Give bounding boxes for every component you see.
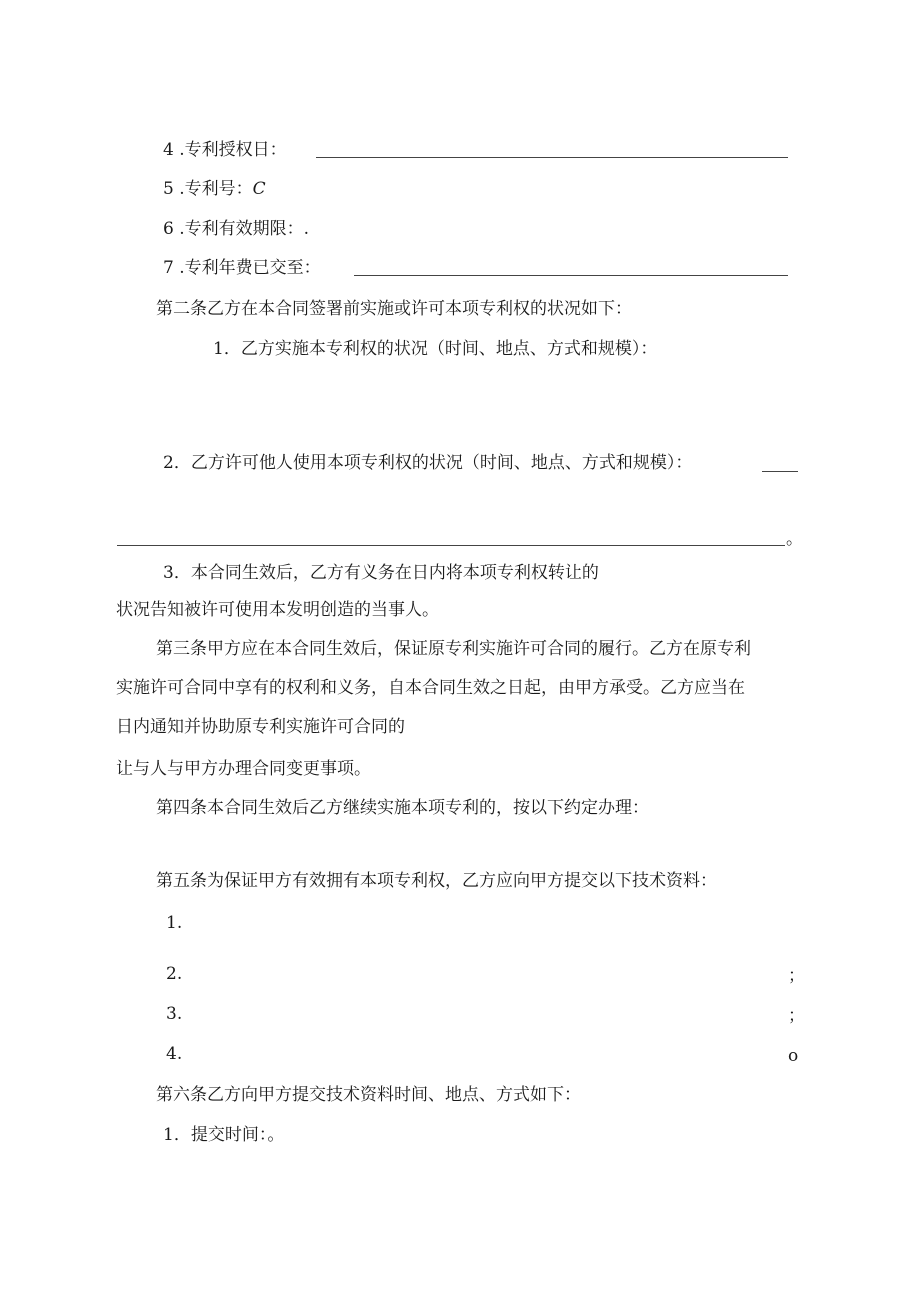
item-number: 4: [163, 140, 174, 160]
article5-item-number: 4.: [166, 1044, 183, 1064]
fee-label: .专利年费已交至：: [179, 258, 321, 278]
article5-item-number: 1.: [166, 913, 183, 933]
article3-line3: 日内通知并协助原专利实施许可合同的: [116, 717, 405, 737]
article5-item-number: 2.: [166, 964, 183, 984]
patent-number-value: C: [252, 179, 266, 199]
grant-date-label: .专利授权日：: [179, 140, 287, 160]
article5-item-number: 3.: [166, 1004, 183, 1024]
article2-item2: 2．乙方许可他人使用本项专利权的状况（时间、地点、方式和规模）：: [163, 453, 693, 473]
article2-heading: 第二条乙方在本合同签署前实施或许可本项专利权的状况如下：: [156, 299, 632, 319]
item-number: 5: [163, 179, 174, 199]
patent-number-line: [163, 177, 266, 201]
article5-item-end: ；: [788, 1006, 805, 1026]
article3-line4: 让与人与甲方办理合同变更事项。: [116, 759, 371, 779]
article6-item1: 1．提交时间：。: [163, 1125, 285, 1145]
article6-text: 第六条乙方向甲方提交技术资料时间、地点、方式如下：: [156, 1085, 581, 1105]
item2-blank-long: [117, 545, 785, 546]
grant-date-blank: [316, 157, 788, 158]
fee-blank: [354, 275, 788, 276]
article2-item1: 1．乙方实施本专利权的状况（时间、地点、方式和规模）：: [213, 339, 658, 359]
item2-end-mark: 。: [786, 529, 803, 549]
grant-date-line: [163, 138, 287, 162]
validity-line: [163, 217, 309, 241]
patent-number-label: .专利号：: [179, 179, 253, 199]
article4-text: 第四条本合同生效后乙方继续实施本项专利的，按以下约定办理：: [156, 798, 649, 818]
validity-label: .专利有效期限：.: [179, 219, 310, 239]
article5-item-end: ；: [788, 966, 805, 986]
item-number: 6: [163, 219, 174, 239]
article5-text: 第五条为保证甲方有效拥有本项专利权，乙方应向甲方提交以下技术资料：: [156, 871, 717, 891]
article2-item3-line1: 3．本合同生效后，乙方有义务在日内将本项专利权转让的: [163, 563, 599, 583]
item-number: 7: [163, 258, 174, 278]
fee-line: [163, 256, 321, 280]
article3-line1: 第三条甲方应在本合同生效后，保证原专利实施许可合同的履行。乙方在原专利: [156, 639, 751, 659]
article2-item3-line2: 状况告知被许可使用本发明创造的当事人。: [116, 600, 439, 620]
item2-blank-short: [762, 471, 798, 472]
article5-item-end: o: [788, 1046, 799, 1066]
article3-line2: 实施许可合同中享有的权利和义务，自本合同生效之日起，由甲方承受。乙方应当在: [116, 678, 745, 698]
